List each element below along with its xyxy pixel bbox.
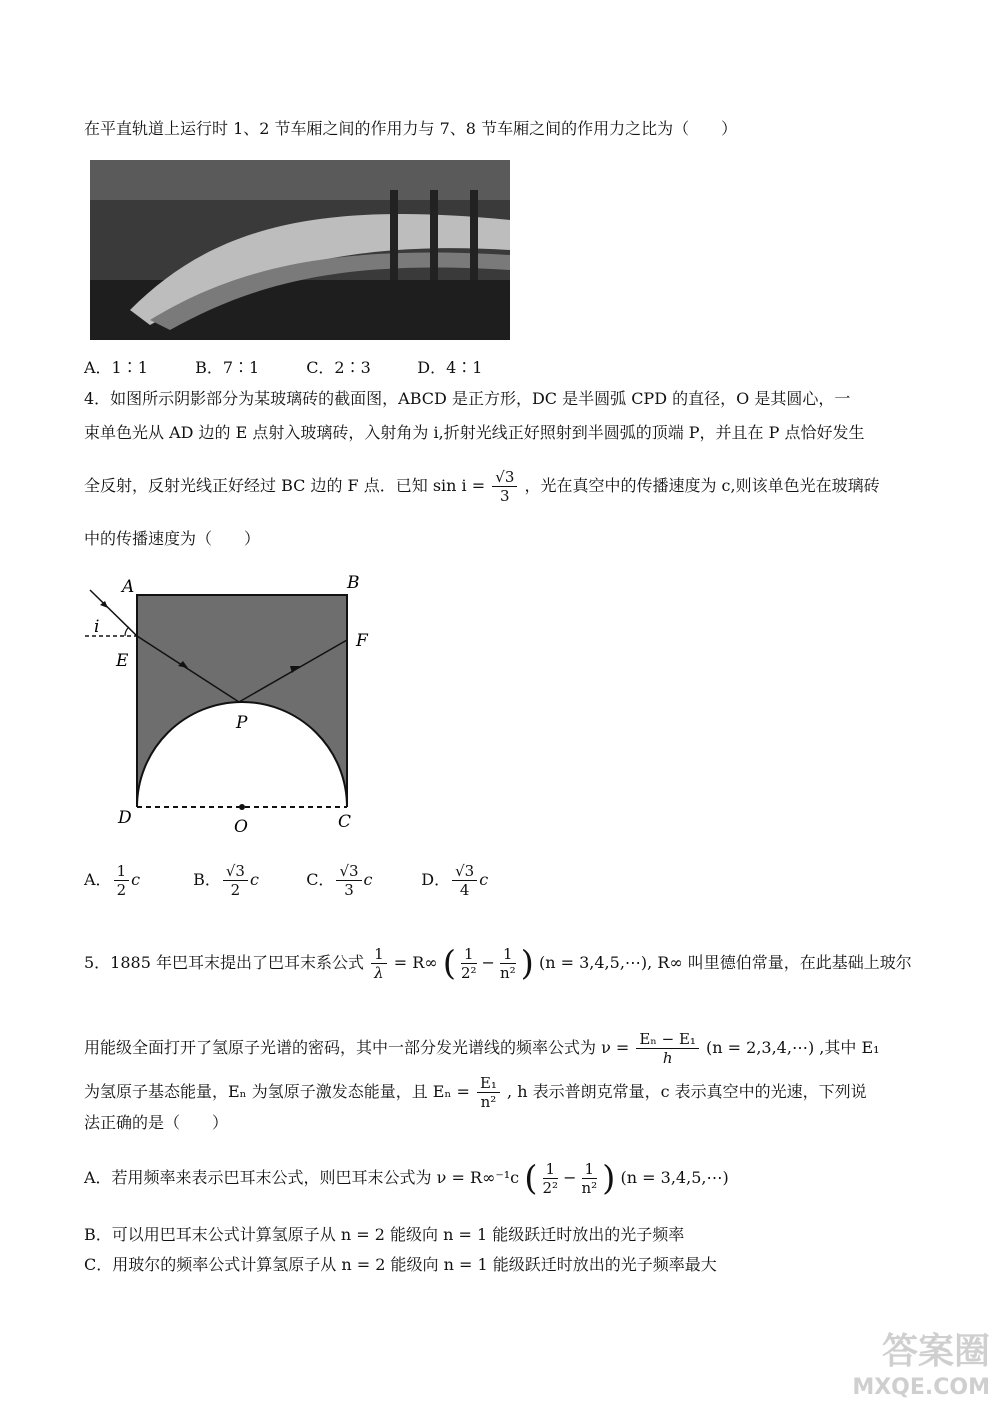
watermark-logo-text: 答案圈 [881, 1331, 990, 1372]
q5-line1: 5．1885 年巴耳末提出了巴耳末系公式 $\frac{1}{\lambda}$ = R∞ ( $\frac{1}{\text{2²}}$ − $\frac{1}{\text{n²}}$ ) (n = 3,4,5,⋯), R∞ 叫里德伯常量，在此基础上玻尔 [84, 943, 912, 984]
q3-choices [84, 357, 482, 379]
q5-option-b: B．可以用巴耳末公式计算氢原子从 n = 2 能级向 n = 1 能级跃迁时放出的光子频率 [84, 1225, 685, 1244]
q4-choice-a: A． $\frac{1}{2}$ c [84, 862, 141, 899]
q4-line3-a: 全反射，反射光线正好经过 BC 边的 F 点．已知 sin i = [84, 476, 486, 495]
arrow-0 [100, 601, 108, 608]
q5-line2: 用能级全面打开了氢原子光谱的密码，其中一部分发光谱线的频率公式为 ν = $\frac{\text{Eₙ − E₁}}{h}$ (n = 2,3,4,⋯) ,其中 E₁ [84, 1030, 880, 1067]
choice-c: C．2∶3 [306, 358, 371, 377]
train-image [90, 160, 510, 340]
label-d: D [118, 808, 132, 828]
choice-d: D．4∶1 [417, 358, 483, 377]
q4-choice-c: C． $\frac{√3}{3}$ c [306, 862, 373, 899]
label-p: P [236, 713, 248, 733]
label-a: A [122, 577, 135, 597]
sin-num: √3 [492, 468, 517, 487]
choice-b: B．7∶1 [195, 358, 260, 377]
q3-text: 在平直轨道上运行时 1、2 节车厢之间的作用力与 7、8 节车厢之间的作用力之比为（ ） [84, 119, 738, 138]
q5-option-a: A．若用频率来表示巴耳末公式，则巴耳末公式为 ν = R∞⁻¹c ( $\frac{1}{\text{2²}}$ − $\frac{1}{\text{n²}}$ ) (n = 3,4,5,⋯) [84, 1158, 729, 1199]
q4-line1: 4．如图所示阴影部分为某玻璃砖的截面图，ABCD 是正方形，DC 是半圆弧 CPD 的直径，O 是其圆心，一 [84, 389, 851, 408]
sin-den: 3 [500, 487, 510, 505]
q5-line4: 法正确的是（ ） [84, 1113, 229, 1132]
label-b: B [347, 573, 360, 593]
watermark-site: MXQE.COM [852, 1375, 990, 1400]
label-i: i [94, 617, 100, 637]
q5-line3: 为氢原子基态能量，Eₙ 为氢原子激发态能量，且 Eₙ = $\frac{\text{E₁}}{\text{n²}}$ , h 表示普朗克常量，c 表示真空中的光速，下列说 [84, 1074, 867, 1111]
center-o-dot [239, 804, 245, 810]
train-photo [90, 160, 510, 340]
q4-line4: 中的传播速度为（ ） [84, 529, 261, 548]
q4-choice-d: D． $\frac{√3}{4}$ c [421, 862, 489, 899]
q4-line3 [84, 468, 880, 505]
angle-arc [125, 627, 129, 636]
watermark [810, 1330, 990, 1410]
glass-brick-diagram [80, 570, 380, 835]
q5-option-c: C．用玻尔的频率公式计算氢原子从 n = 2 能级向 n = 1 能级跃迁时放出的光子频率最大 [84, 1255, 717, 1274]
sin-fraction [492, 468, 517, 505]
q4-line3-b: ，光在真空中的传播速度为 c,则该单色光在玻璃砖 [524, 476, 880, 495]
label-o: O [234, 817, 248, 835]
choice-a: A．1∶1 [84, 358, 148, 377]
q4-choices [84, 862, 488, 899]
label-f: F [356, 631, 368, 651]
q4-choice-b: B． $\frac{√3}{2}$ c [193, 862, 259, 899]
label-c: C [338, 812, 352, 832]
label-e: E [116, 651, 129, 671]
q4-line2: 束单色光从 AD 边的 E 点射入玻璃砖，入射角为 i,折射光线正好照射到半圆弧的顶端 P，并且在 P 点恰好发生 [84, 423, 865, 442]
